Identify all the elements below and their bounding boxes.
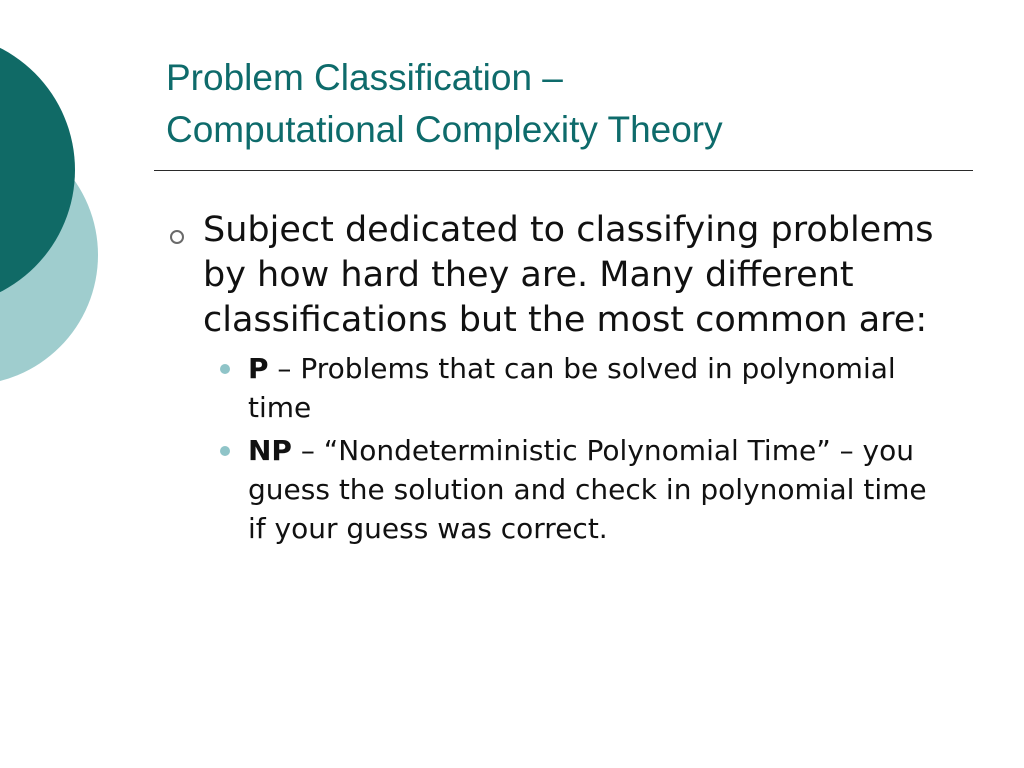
sub-bullet-np — [160, 431, 948, 548]
term-np: NP — [248, 434, 292, 467]
dot-bullet-icon — [220, 364, 230, 374]
dot-bullet-icon — [220, 446, 230, 456]
slide-content — [160, 208, 960, 552]
sub-bullet-np-text: – “Nondeterministic Polynomial Time” – you guess the solution and check in polynomial time if your guess was correct. — [248, 434, 927, 545]
title-line-2: Computational Complexity Theory — [166, 109, 723, 150]
decorative-circles — [0, 0, 110, 400]
main-bullet-text: Subject dedicated to classifying problems by how hard they are. Many different classifications but the most common are: — [203, 210, 934, 340]
title-line-1: Problem Classification – — [166, 57, 563, 98]
main-bullet — [160, 208, 960, 343]
sub-bullet-p — [160, 349, 948, 427]
sub-bullet-p-text: – Problems that can be solved in polynomial time — [248, 352, 896, 424]
slide-title — [166, 52, 986, 156]
hollow-circle-bullet-icon — [170, 230, 184, 244]
title-divider — [154, 170, 973, 171]
term-p: P — [248, 352, 269, 385]
sub-bullet-list — [160, 349, 960, 548]
